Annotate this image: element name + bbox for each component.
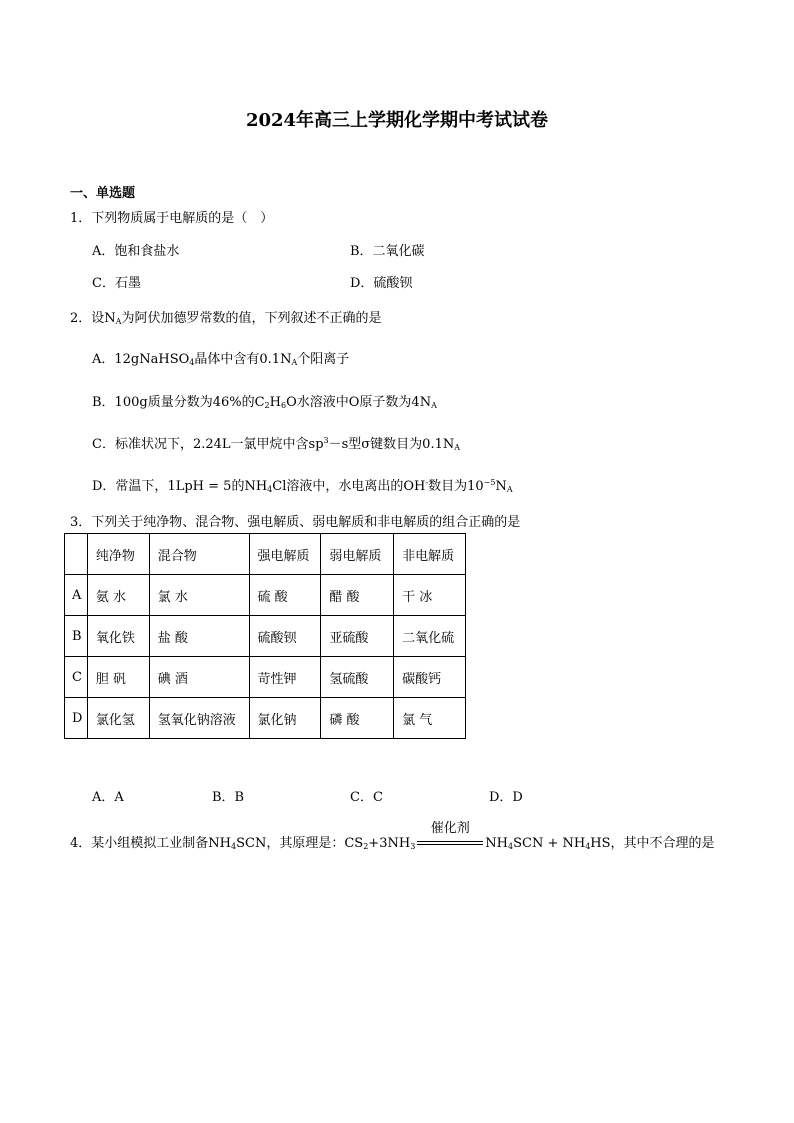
- question-3-table: [64, 533, 466, 739]
- table-cell: B: [65, 616, 88, 657]
- question-1-option-d: D．硫酸钡: [350, 276, 413, 291]
- table-header-cell: [65, 534, 88, 575]
- section-heading: 一、单选题: [70, 186, 136, 201]
- question-1-stem: 1．下列物质属于电解质的是（ ）: [70, 211, 274, 226]
- avogadro-symbol: $N_A$: [104, 311, 122, 326]
- question-3-option-d: D．D: [489, 790, 523, 805]
- question-3-option-b: B．B: [212, 790, 245, 805]
- table-cell: 氧化铁: [87, 616, 149, 657]
- table-cell: 碳酸钙: [394, 657, 466, 698]
- table-row: [65, 657, 466, 698]
- question-1-option-c: C．石墨: [92, 276, 141, 291]
- table-cell: 氯化钠: [249, 698, 321, 739]
- table-cell: 亚硫酸: [321, 616, 394, 657]
- table-row: [65, 575, 466, 616]
- catalyst-equals-sign: 催化剂: [417, 837, 483, 851]
- question-2-option-b: B．100g质量分数为46%的$C_2H_6O$水溶液中O原子数为$4N_A$: [92, 395, 437, 410]
- table-cell: 氢氧化钠溶液: [149, 698, 249, 739]
- question-2-stem: 2．设$N_A$为阿伏加德罗常数的值，下列叙述不正确的是: [70, 311, 382, 326]
- table-header-cell: 强电解质: [249, 534, 321, 575]
- reaction-equation: $CS_2+3NH_3$ 催化剂 $NH_4SCN + NH_4HS$: [344, 820, 611, 851]
- table-row: [65, 616, 466, 657]
- question-2-option-a: A．12gNaHSO$_4$晶体中含有$0.1N_A$个阳离子: [92, 352, 350, 367]
- table-cell: 硫酸钡: [249, 616, 321, 657]
- question-4-stem: 4．某小组模拟工业制备$NH_4SCN$，其原理是：$CS_2+3NH_3$ 催化剂 $NH_4SCN + NH_4HS$，其中不合理的是: [70, 820, 715, 851]
- table-header-row: [65, 534, 466, 575]
- table-cell: 胆 矾: [87, 657, 149, 698]
- table-cell: 磷 酸: [321, 698, 394, 739]
- table-cell: 二氧化硫: [394, 616, 466, 657]
- table-cell: 氯 气: [394, 698, 466, 739]
- equals-line-top: [417, 841, 483, 842]
- ammonium-thiocyanate-formula: $NH_4SCN$: [208, 836, 267, 851]
- table-cell: 苛性钾: [249, 657, 321, 698]
- table-cell: D: [65, 698, 88, 739]
- question-2-option-c: C．标准状况下，2.24L一氯甲烷中含$sp^3-s$型σ键数目为$0.1N_A$: [92, 436, 461, 452]
- table-cell: 干 冰: [394, 575, 466, 616]
- table-cell: 醋 酸: [321, 575, 394, 616]
- question-3-option-a: A．A: [92, 790, 124, 805]
- table-cell: A: [65, 575, 88, 616]
- question-3-stem: 3．下列关于纯净物、混合物、强电解质、弱电解质和非电解质的组合正确的是: [70, 515, 521, 530]
- table-header-cell: 混合物: [149, 534, 249, 575]
- table-cell: 硫 酸: [249, 575, 321, 616]
- table-cell: 氯化氢: [87, 698, 149, 739]
- question-1-option-a: A．饱和食盐水: [92, 244, 180, 259]
- table-cell: C: [65, 657, 88, 698]
- table-header-cell: 非电解质: [394, 534, 466, 575]
- table-header-cell: 弱电解质: [321, 534, 394, 575]
- ethanol-formula: $C_2H_6O$: [254, 395, 297, 410]
- question-3-option-c: C．C: [350, 790, 383, 805]
- equals-line-bottom: [417, 844, 483, 845]
- table-header-cell: 纯净物: [87, 534, 149, 575]
- question-2-option-d: D．常温下，1LpH = 5的$NH_4Cl$溶液中，水电离出的OH-数目为$10^{-5}N_A$: [92, 478, 513, 494]
- table-row: [65, 698, 466, 739]
- table-cell: 盐 酸: [149, 616, 249, 657]
- page-title: 2024年高三上学期化学期中考试试卷: [245, 110, 549, 131]
- table-cell: 碘 酒: [149, 657, 249, 698]
- question-1-option-b: B．二氧化碳: [350, 244, 425, 259]
- table-cell: 氨 水: [87, 575, 149, 616]
- table-cell: 氢硫酸: [321, 657, 394, 698]
- table-cell: 氯 水: [149, 575, 249, 616]
